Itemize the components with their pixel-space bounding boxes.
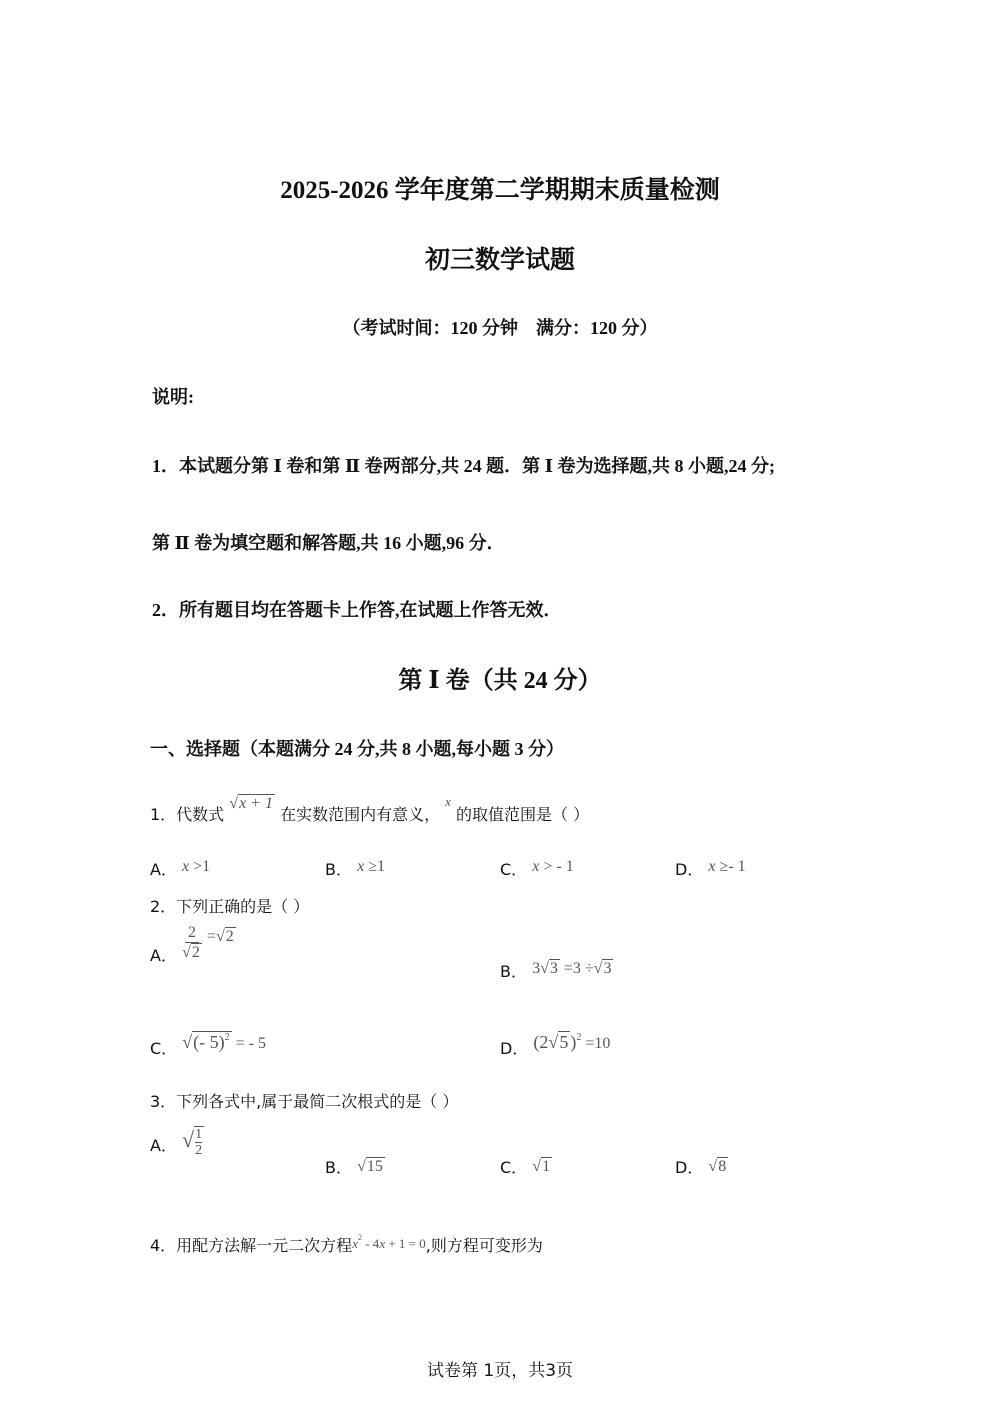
option-label: D． — [675, 860, 704, 879]
radicand: 2 — [225, 928, 234, 946]
section-heading: 第 Ⅰ 卷（共 24 分） — [398, 668, 602, 694]
radicand: 8 — [718, 1158, 727, 1175]
instruction-item1-line2: 第 Ⅱ 卷为填空题和解答题,共 16 小题,96 分． — [152, 533, 505, 553]
q3-option-b[interactable]: B． √15 — [325, 1158, 383, 1177]
equation-term: - 4 — [361, 1236, 380, 1251]
option-expr: =3 ÷ — [559, 960, 594, 977]
equation-var: x — [352, 1236, 358, 1251]
variable-x: x — [445, 794, 451, 809]
q3-option-a[interactable]: A． √ $\frac{1}{2}$ — [150, 1127, 203, 1159]
option-label: A． — [150, 946, 177, 966]
exponent: 2 — [576, 1032, 582, 1043]
option-label: A． — [150, 860, 177, 879]
fraction-denominator: 2 — [195, 1143, 203, 1159]
question-2: 2．下列正确的是（ ） — [150, 897, 310, 916]
fraction-numerator: 1 — [195, 1127, 203, 1142]
option-label: C． — [500, 1158, 528, 1177]
q1-option-b[interactable] — [325, 853, 385, 879]
option-expr: =10 — [581, 1035, 611, 1052]
fraction — [182, 924, 202, 961]
exam-subject: 初三数学试题 — [424, 247, 575, 274]
q3-option-c[interactable]: C． √1 — [500, 1158, 551, 1177]
part-heading: 一、选择题（本题满分 24 分,共 8 小题,每小题 3 分） — [150, 739, 564, 759]
exponent: 2 — [224, 1032, 230, 1043]
question-1-prefix: 1．代数式 — [150, 805, 225, 824]
radicand: 5 — [559, 1032, 569, 1052]
option-expr: = - 5 — [231, 1035, 267, 1052]
question-4 — [150, 1233, 543, 1256]
q1-option-d[interactable] — [675, 853, 746, 879]
option-var: x — [708, 858, 716, 875]
radicand: 15 — [366, 1158, 383, 1175]
question-1-middle: 在实数范围内有意义， — [280, 805, 441, 824]
exam-title: 2025-2026 学年度第二学期期末质量检测 — [280, 177, 720, 204]
sqrt-expression: √x + 1 — [229, 795, 273, 812]
radicand: 2 — [191, 943, 200, 961]
q2-option-d[interactable]: D． (2√5 )$^2$ =10 — [500, 1032, 611, 1058]
option-label: A． — [150, 1136, 177, 1156]
question-3: 3．下列各式中,属于最简二次根式的是（ ） — [150, 1092, 459, 1111]
radicand: 3 — [603, 960, 612, 977]
question-1 — [150, 790, 590, 824]
radicand: 3 — [549, 960, 558, 977]
option-label: C． — [500, 860, 528, 879]
option-label: C． — [150, 1039, 178, 1058]
exponent: 2 — [357, 1233, 362, 1242]
radicand: 1 — [542, 1158, 551, 1175]
instruction-item2: 2．所有题目均在答题卡上作答,在试题上作答无效． — [152, 600, 562, 620]
q3-option-d[interactable]: D． √8 — [675, 1158, 727, 1177]
option-expr: >1 — [189, 858, 211, 875]
instruction-item1-line1: 1．本试题分第 Ⅰ 卷和第 Ⅱ 卷两部分,共 24 题．第 Ⅰ 卷为选择题,共 8 小题,24 分; — [152, 456, 776, 476]
q1-option-c[interactable] — [500, 853, 574, 879]
question-4-prefix: 4．用配方法解一元二次方程 — [150, 1236, 353, 1255]
option-var: x — [532, 858, 540, 875]
exam-info: （考试时间：120 分钟 满分：120 分） — [342, 318, 658, 338]
q2-option-b[interactable]: B． 3√3 =3 ÷√3 — [500, 960, 612, 981]
q2-option-c[interactable]: C． √(- 5)$^2$ = - 5 — [150, 1032, 267, 1058]
radicand: x + 1 — [239, 795, 273, 812]
option-label: D． — [675, 1158, 704, 1177]
equation-var: x — [379, 1236, 386, 1251]
equation-term: + 1 = 0 — [385, 1236, 426, 1251]
equals-sign: = — [206, 928, 216, 946]
q1-option-a[interactable] — [150, 853, 211, 879]
option-label: B． — [325, 860, 352, 879]
coefficient: 3 — [532, 960, 541, 977]
option-expr: > - 1 — [539, 858, 574, 875]
radicand: (- 5) — [193, 1032, 225, 1052]
question-1-suffix: 的取值范围是（ ） — [456, 805, 590, 824]
page-footer: 试卷第 1页，共3页 — [426, 1361, 574, 1381]
option-expr: ≥- 1 — [715, 858, 746, 875]
option-expr: ≥1 — [364, 858, 385, 875]
option-var: x — [182, 858, 190, 875]
fraction-denominator: √2 — [182, 943, 200, 961]
option-label: B． — [325, 1158, 352, 1177]
fraction-numerator: 2 — [185, 924, 199, 943]
option-var: x — [357, 858, 365, 875]
instructions-label: 说明: — [152, 387, 194, 407]
option-label: B． — [500, 962, 527, 981]
q2-option-a[interactable]: A． $\frac{2}{√2}$ =√2 — [150, 924, 234, 966]
question-4-suffix: ,则方程可变形为 — [425, 1236, 543, 1255]
option-label: D． — [500, 1039, 529, 1058]
coefficient: 2 — [539, 1032, 549, 1052]
